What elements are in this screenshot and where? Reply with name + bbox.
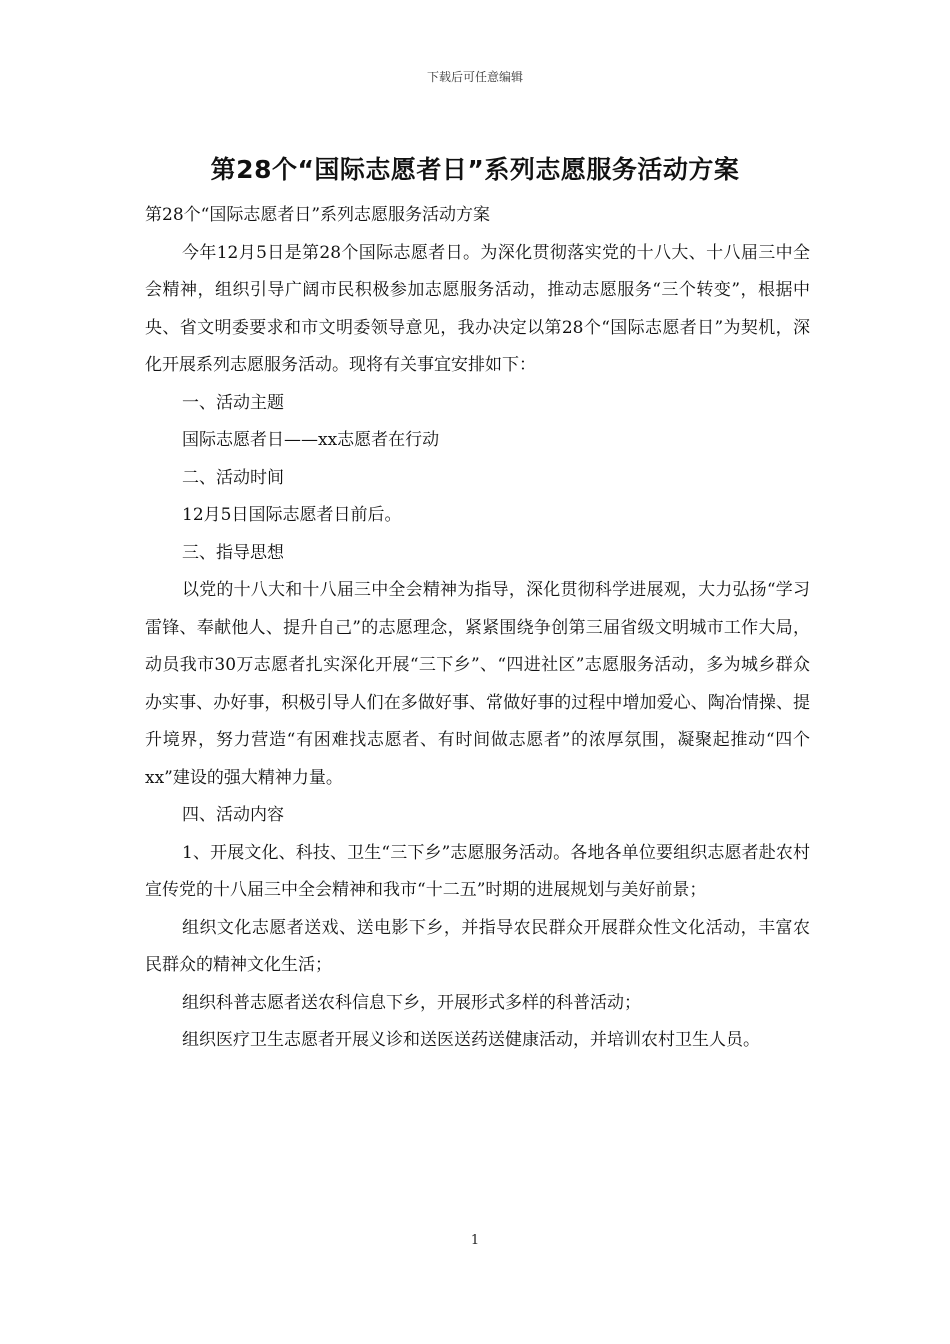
paragraph-content-science: 组织科普志愿者送农科信息下乡，开展形式多样的科普活动； <box>182 992 641 1013</box>
paragraph-content-culture: 组织文化志愿者送戏、送电影下乡，并指导农民群众开展群众性文化活动，丰富农民群众的精神文化生活； <box>145 917 810 975</box>
heading-theme: 一、活动主题 <box>182 392 284 413</box>
paragraph-content-health: 组织医疗卫生志愿者开展义诊和送医送药送健康活动，并培训农村卫生人员。 <box>182 1030 760 1050</box>
heading-content: 四、活动内容 <box>182 805 284 825</box>
paragraph-intro: 今年12月5日是第28个国际志愿者日。为深化贯彻落实党的十八大、十八届三中全会精神，组织引导广阔市民积极参加志愿服务活动，推动志愿服务“三个转变”，根据中央、省文明委要求和市文明委领导意见，我办决定以第28个“国际志愿者日”为契机，深化开展系列志愿服务活动。现将有关事宜安排如下： <box>145 242 810 375</box>
paragraph-theme: 国际志愿者日——xx志愿者在行动 <box>182 430 440 450</box>
header-note: 下载后可任意编辑 <box>426 70 523 84</box>
page-title: 第28个“国际志愿者日”系列志愿服务活动方案 <box>210 155 740 184</box>
paragraph-content-1: 1、开展文化、科技、卫生“三下乡”志愿服务活动。各地各单位要组织志愿者赴农村宣传党的十八届三中全会精神和我市“十二五”时期的进展规划与美好前景； <box>145 842 810 900</box>
page-number: 1 <box>470 1233 480 1248</box>
paragraph-subtitle: 第28个“国际志愿者日”系列志愿服务活动方案 <box>145 205 491 225</box>
heading-guidance: 三、指导思想 <box>182 542 284 563</box>
paragraph-guidance: 以党的十八大和十八届三中全会精神为指导，深化贯彻科学进展观，大力弘扬“学习雷锋、奉献他人、提升自己”的志愿理念，紧紧围绕争创第三届省级文明城市工作大局，动员我市30万志愿者扎实深化开展“三下乡”、“四进社区”志愿服务活动，多为城乡群众办实事、办好事，积极引导人们在多做好事、常做好事的过程中增加爱心、陶冶情操、提升境界，努力营造“有困难找志愿者、有时间做志愿者”的浓厚氛围，凝聚起推动“四个xx”建设的强大精神力量。 <box>145 580 810 788</box>
heading-time: 二、活动时间 <box>182 467 284 488</box>
paragraph-time: 12月5日国际志愿者日前后。 <box>182 505 402 525</box>
document-body <box>145 197 810 1060</box>
